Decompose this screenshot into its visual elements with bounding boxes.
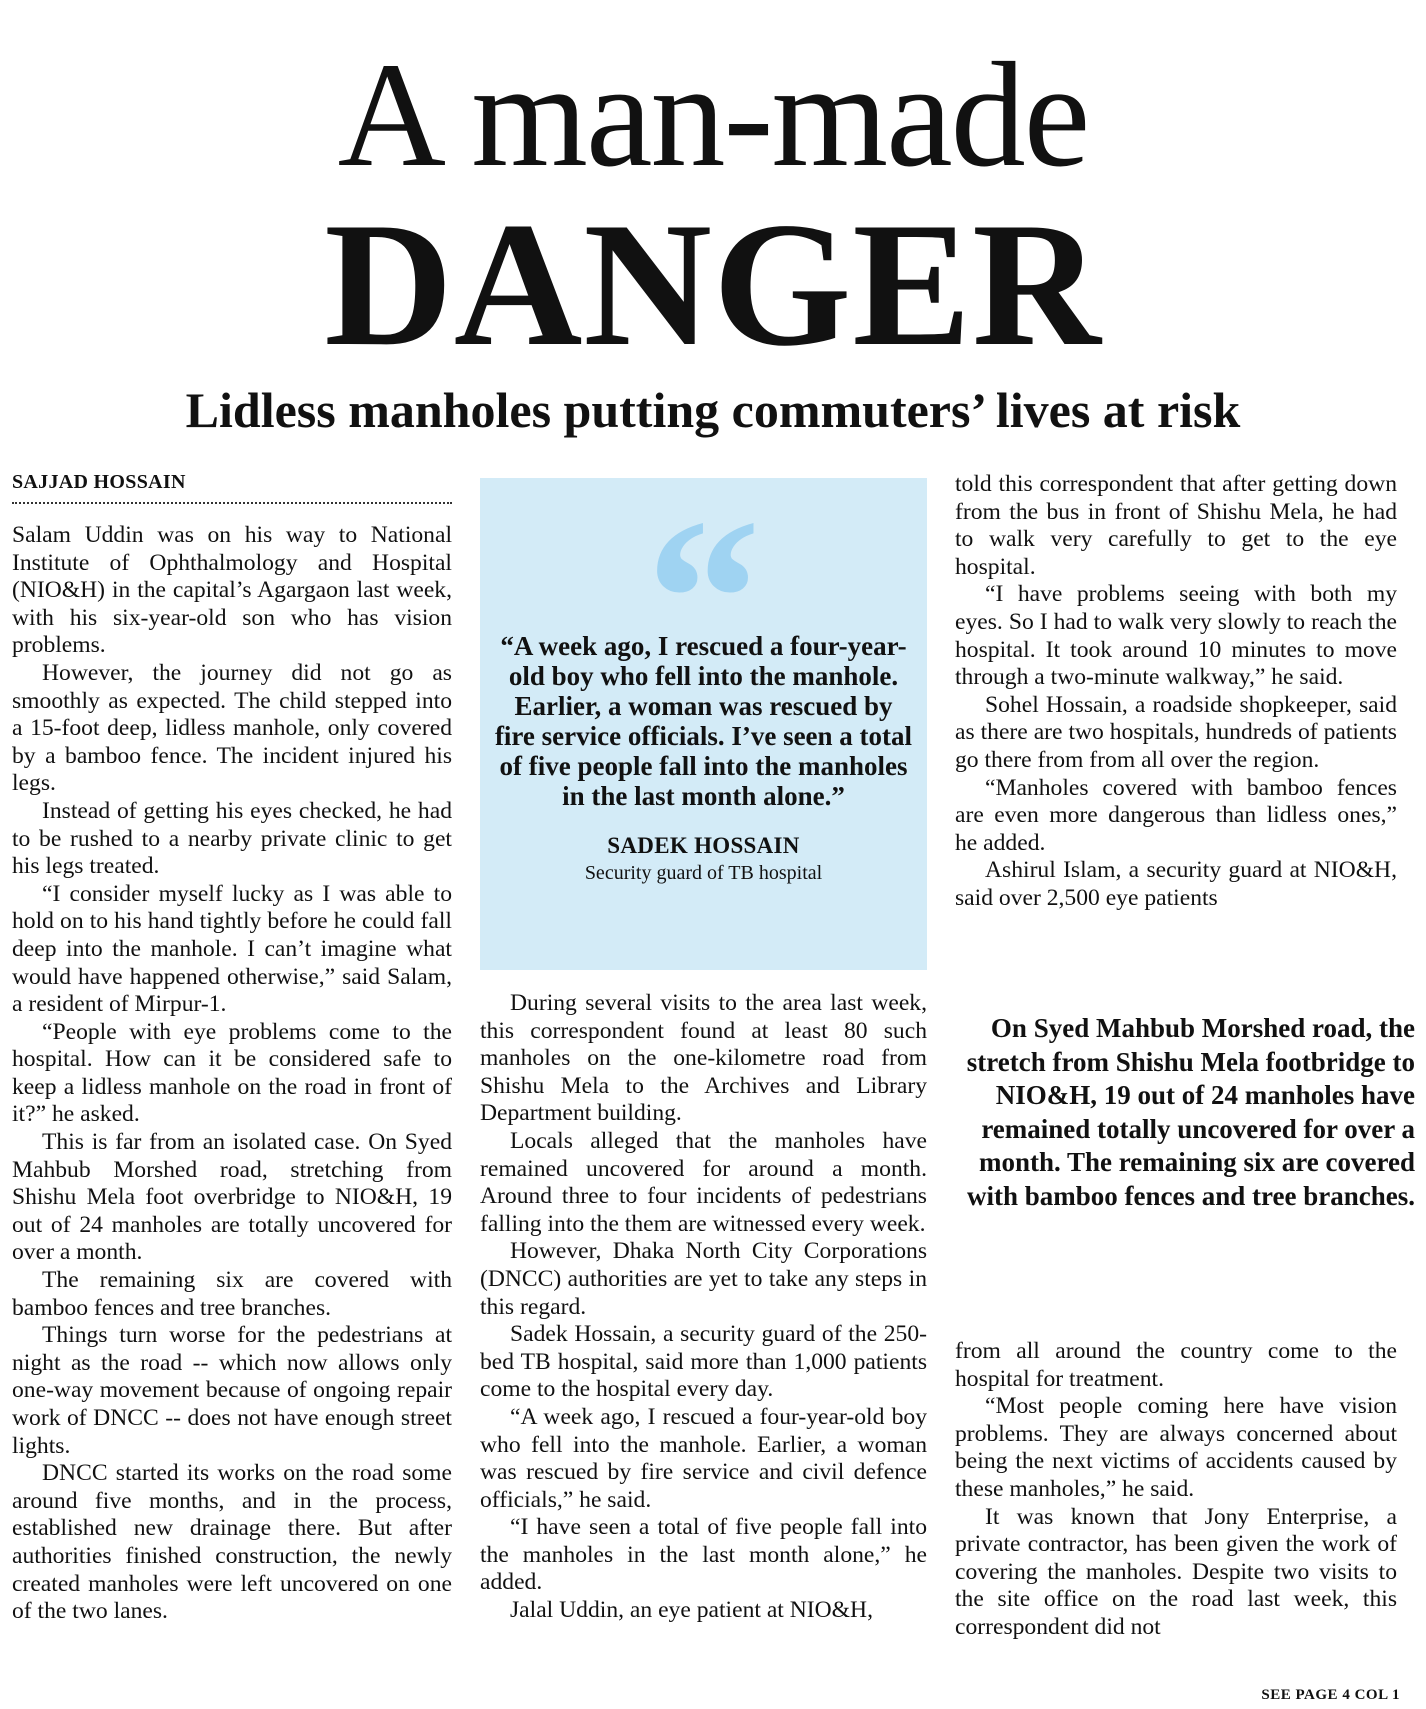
paragraph: told this correspondent that after getting down from the bus in front of Shishu Mela, he had to walk very carefully to get to the eye hospital. xyxy=(955,471,1397,580)
paragraph: This is far from an isolated case. On Syed Mahbub Morshed road, stretching from Shishu Mela foot overbridge to NIO&H, 19 out of 24 manholes are totally uncovered for over a month. xyxy=(12,1129,452,1266)
jump-line: SEE PAGE 4 COL 1 xyxy=(1261,1687,1400,1703)
paragraph: It was known that Jony Enterprise, a private contractor, has been given the work of covering the manholes. Despite two visits to the site office on the road last week, this correspondent did not xyxy=(955,1503,1397,1640)
paragraph: Ashirul Islam, a security guard at NIO&H, said over 2,500 eye patients xyxy=(955,857,1397,911)
paragraph: However, the journey did not go as smoothly as expected. The child stepped into a 15-foot deep, lidless manhole, only covered by a bamboo fence. The incident injured his legs. xyxy=(12,659,452,797)
paragraph: Instead of getting his eyes checked, he had to be rushed to a nearby private clinic to get his legs treated. xyxy=(12,797,452,880)
paragraph: However, Dhaka North City Corporations (DNCC) authorities are yet to take any steps in this regard. xyxy=(480,1238,927,1320)
quote-speaker: SADEK HOSSAIN xyxy=(607,833,800,858)
byline: SAJJAD HOSSAIN xyxy=(12,470,452,504)
pull-quote: On Syed Mahbub Morshed road, the stretch from Shishu Mela footbridge to NIO&H, 19 out of 24 manholes have remained totally uncovered for over a month. The remaining six are covered with bamboo fences and tree branches. xyxy=(966,1013,1415,1211)
paragraph: “A week ago, I rescued a four-year-old boy who fell into the manhole. Earlier, a woman was rescued by fire service and civil defence officials,” he said. xyxy=(480,1403,927,1513)
headline-line-1: A man-made xyxy=(337,32,1089,198)
paragraph: “People with eye problems come to the hospital. How can it be considered safe to keep a lidless manhole on the road in front of it?” he asked. xyxy=(12,1018,452,1128)
paragraph: “I have problems seeing with both my eyes. So I had to walk very slowly to reach the hospital. It took around 10 minutes to move through a two-minute walkway,” he said. xyxy=(955,581,1397,691)
quote-mark-icon xyxy=(494,504,913,609)
quote-box-text: “A week ago, I rescued a four-year-old boy who fell into the manhole. Earlier, a woman was rescued by fire service officials. I’ve seen a total of five people fall into the manholes in the last month alone.” xyxy=(494,631,913,811)
article-column-1 xyxy=(12,522,452,1626)
paragraph: “Most people coming here have vision problems. They are always concerned about being the next victims of accidents caused by these manholes,” he said. xyxy=(955,1393,1397,1502)
article-column-3-top xyxy=(955,471,1397,913)
paragraph: “Manholes covered with bamboo fences are even more dangerous than lidless ones,” he added. xyxy=(955,774,1397,856)
quote-speaker-role: Security guard of TB hospital xyxy=(584,862,823,884)
article-column-2 xyxy=(480,990,927,1625)
headline-line-2: DANGER xyxy=(324,185,1102,383)
paragraph: Things turn worse for the pedestrians at night as the road -- which now allows only one-way movement because of ongoing repair work of DNCC -- does not have enough street lights. xyxy=(12,1322,452,1459)
paragraph: DNCC started its works on the road some around five months, and in the process, established new drainage there. But after authorities finished construction, the newly created manholes were left uncovered on one of the two lanes. xyxy=(12,1460,452,1625)
paragraph: Sohel Hossain, a roadside shopkeeper, said as there are two hospitals, hundreds of patients go there from from all over the region. xyxy=(955,691,1397,773)
paragraph: from all around the country come to the hospital for treatment. xyxy=(955,1338,1397,1392)
paragraph: “I consider myself lucky as I was able to hold on to his hand tightly before he could fall deep into the manhole. I can’t imagine what would have happened otherwise,” said Salam, a resident of Mirpur-1. xyxy=(12,880,452,1018)
paragraph: The remaining six are covered with bamboo fences and tree branches. xyxy=(12,1267,452,1321)
paragraph: Locals alleged that the manholes have remained uncovered for around a month. Around three to four incidents of pedestrians falling into the them are witnessed every week. xyxy=(480,1127,927,1237)
paragraph: “I have seen a total of five people fall into the manholes in the last month alone,” he added. xyxy=(480,1514,927,1596)
paragraph: Sadek Hossain, a security guard of the 250-bed TB hospital, said more than 1,000 patients come to the hospital every day. xyxy=(480,1321,927,1403)
paragraph: During several visits to the area last week, this correspondent found at least 80 such manholes on the one-kilometre road from Shishu Mela to the Archives and Library Department building. xyxy=(480,990,927,1127)
paragraph: Salam Uddin was on his way to National Institute of Ophthalmology and Hospital (NIO&H) in the capital’s Agargaon last week, with his six-year-old son who has vision problems. xyxy=(12,522,452,659)
article-column-3-bottom xyxy=(955,1338,1397,1642)
subheadline: Lidless manholes putting commuters’ lives at risk xyxy=(185,382,1241,438)
quote-box xyxy=(480,478,927,970)
paragraph: Jalal Uddin, an eye patient at NIO&H, xyxy=(510,1597,873,1624)
